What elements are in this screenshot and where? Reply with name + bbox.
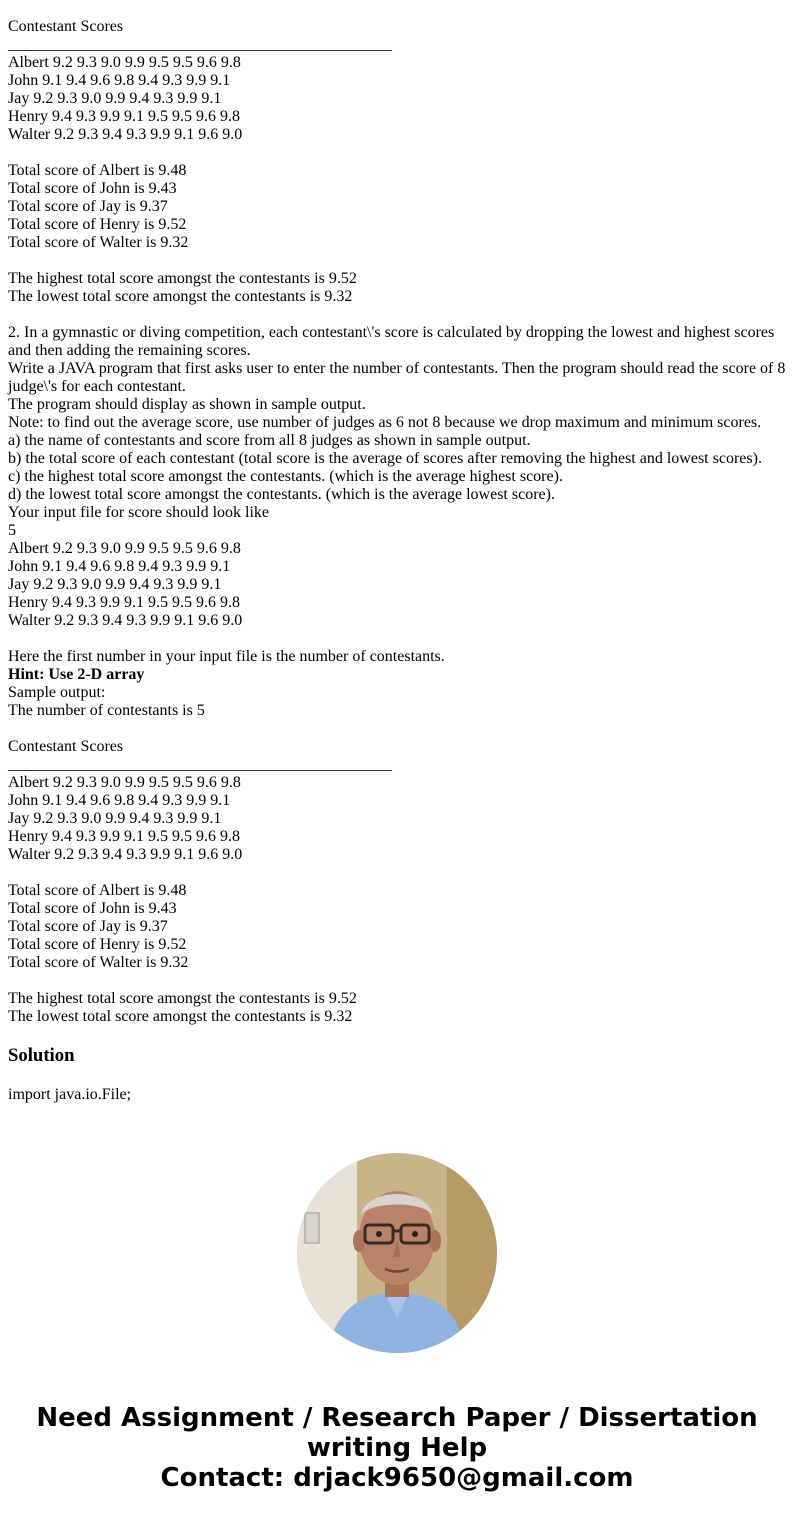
total-row: Total score of Henry is 9.52 [8,936,187,953]
question-note: Note: to find out the average score, use number of judges as 6 not 8 because we drop maximum and minimum scores. [8,414,762,431]
sample-count-line: The number of contestants is 5 [8,702,205,719]
score-row: Walter 9.2 9.3 9.4 9.3 9.9 9.1 9.6 9.0 [8,846,243,863]
input-line: John 9.1 9.4 9.6 9.8 9.4 9.3 9.9 9.1 [8,558,231,575]
sample-output-label: Sample output: [8,684,106,701]
total-row: Total score of Jay is 9.37 [8,918,168,935]
input-count: 5 [8,522,16,539]
input-line: Walter 9.2 9.3 9.4 9.3 9.9 9.1 9.6 9.0 [8,612,243,629]
score-row: Walter 9.2 9.3 9.4 9.3 9.9 9.1 9.6 9.0 [8,126,243,143]
total-row: Total score of Jay is 9.37 [8,198,168,215]
question-display: The program should display as shown in sample output. [8,396,366,413]
highest-score-line: The highest total score amongst the contestants is 9.52 [8,270,357,287]
question-item-c: c) the highest total score amongst the contestants. (which is the average highest score). [8,468,563,485]
total-row: Total score of Walter is 9.32 [8,954,189,971]
input-line: Albert 9.2 9.3 9.0 9.9 9.5 9.5 9.6 9.8 [8,540,241,557]
avatar [297,1153,497,1353]
score-row: Henry 9.4 9.3 9.9 9.1 9.5 9.5 9.6 9.8 [8,108,240,125]
promo-line: Need Assignment / Research Paper / Dissertation [36,1403,758,1433]
question-write: Write a JAVA program that first asks user to enter the number of contestants. Then the program should read the score of 8 judge\'s for each contestant. [8,360,790,395]
sample-output-block [8,738,788,1026]
score-row: Albert 9.2 9.3 9.0 9.9 9.5 9.5 9.6 9.8 [8,774,241,791]
lowest-score-line: The lowest total score amongst the contestants is 9.32 [8,1008,353,1025]
solution-heading: Solution [8,1045,75,1066]
score-row: John 9.1 9.4 9.6 9.8 9.4 9.3 9.9 9.1 [8,792,231,809]
promo-line: writing Help [306,1433,488,1463]
hint-text: Hint: Use 2-D array [8,666,145,683]
total-row: Total score of John is 9.43 [8,180,177,197]
score-row: Jay 9.2 9.3 9.0 9.9 9.4 9.3 9.9 9.1 [8,810,222,827]
score-row: Henry 9.4 9.3 9.9 9.1 9.5 9.5 9.6 9.8 [8,828,240,845]
top-output-block [8,18,788,324]
question-item-b: b) the total score of each contestant (total score is the average of scores after removing the highest and lowest scores). [8,450,762,467]
document-body [8,18,788,1104]
scores-rule: ________________________________________________ [8,756,392,773]
scores-header: Contestant Scores [8,18,124,35]
total-row: Total score of Henry is 9.52 [8,216,187,233]
question-intro: 2. In a gymnastic or diving competition, each contestant\'s score is calculated by dropping the lowest and highest scores and then adding the remaining scores. [8,324,779,359]
scores-rule: ________________________________________________ [8,36,392,53]
total-row: Total score of Albert is 9.48 [8,162,187,179]
question-item-d: d) the lowest total score amongst the contestants. (which is the average lowest score). [8,486,555,503]
input-file-intro: Your input file for score should look like [8,504,270,521]
total-row: Total score of Walter is 9.32 [8,234,189,251]
score-row: Jay 9.2 9.3 9.0 9.9 9.4 9.3 9.9 9.1 [8,90,222,107]
total-row: Total score of John is 9.43 [8,900,177,917]
input-note: Here the first number in your input file is the number of contestants. [8,648,445,665]
promo-contact: Contact: drjack9650@gmail.com [160,1463,634,1493]
question-block [8,324,788,738]
input-line: Henry 9.4 9.3 9.9 9.1 9.5 9.5 9.6 9.8 [8,594,240,611]
lowest-score-line: The lowest total score amongst the contestants is 9.32 [8,288,353,305]
highest-score-line: The highest total score amongst the contestants is 9.52 [8,990,357,1007]
score-row: John 9.1 9.4 9.6 9.8 9.4 9.3 9.9 9.1 [8,72,231,89]
score-row: Albert 9.2 9.3 9.0 9.9 9.5 9.5 9.6 9.8 [8,54,241,71]
input-line: Jay 9.2 9.3 9.0 9.9 9.4 9.3 9.9 9.1 [8,576,222,593]
solution-code-line: import java.io.File; [8,1086,132,1103]
scores-header: Contestant Scores [8,738,124,755]
promo-banner [0,1403,794,1493]
question-item-a: a) the name of contestants and score from all 8 judges as shown in sample output. [8,432,531,449]
total-row: Total score of Albert is 9.48 [8,882,187,899]
